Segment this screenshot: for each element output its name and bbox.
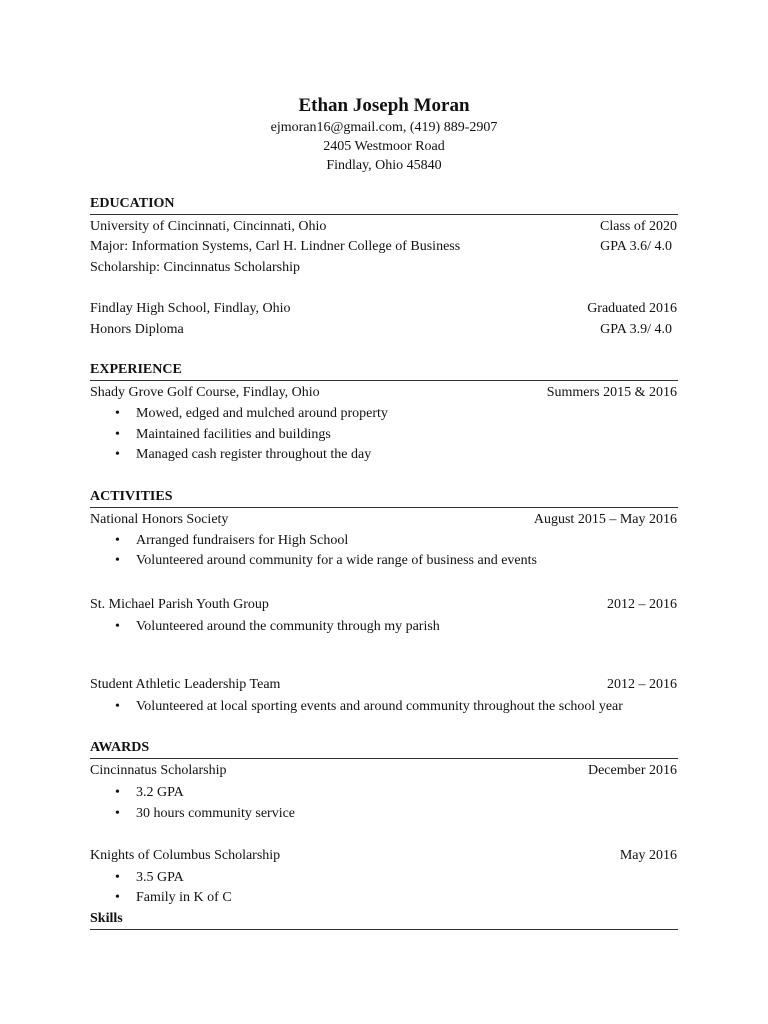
bullet-icon: •: [115, 870, 120, 885]
bullet-icon: •: [115, 427, 120, 442]
activities-divider: [90, 507, 678, 508]
award-bullet: 3.5 GPA: [136, 870, 184, 885]
bullet-icon: •: [115, 553, 120, 568]
bullet-icon: •: [115, 406, 120, 421]
bullet-icon: •: [115, 699, 120, 714]
experience-entry-date: Summers 2015 & 2016: [546, 385, 677, 400]
experience-divider: [90, 380, 678, 381]
experience-bullet: Managed cash register throughout the day: [136, 447, 372, 462]
skills-heading: Skills: [90, 911, 123, 926]
education-entry-1-line-2-left: Major: Information Systems, Carl H. Lindner College of Business: [90, 239, 461, 254]
education-entry-1-line-1-right: Class of 2020: [600, 219, 677, 234]
experience-bullet: Maintained facilities and buildings: [136, 427, 331, 442]
award-2-title: Knights of Columbus Scholarship: [90, 848, 281, 863]
award-bullet: Family in K of C: [136, 890, 232, 905]
experience-entry-title: Shady Grove Golf Course, Findlay, Ohio: [90, 385, 320, 400]
experience-bullet: Mowed, edged and mulched around property: [136, 406, 388, 421]
education-entry-1-line-3-left: Scholarship: Cincinnatus Scholarship: [90, 260, 300, 275]
bullet-icon: •: [115, 533, 120, 548]
education-entry-2-line-2-right: GPA 3.9/ 4.0: [600, 322, 672, 337]
award-1-title: Cincinnatus Scholarship: [90, 763, 227, 778]
activity-bullet: Volunteered at local sporting events and around community throughout the school year: [136, 699, 623, 714]
education-entry-2-line-1-right: Graduated 2016: [587, 301, 677, 316]
award-bullet: 30 hours community service: [136, 806, 296, 821]
activity-bullet: Arranged fundraisers for High School: [136, 533, 349, 548]
activity-1-title: National Honors Society: [90, 512, 229, 527]
skills-divider: [90, 929, 678, 930]
bullet-icon: •: [115, 806, 120, 821]
bullet-icon: •: [115, 619, 120, 634]
education-divider: [90, 214, 678, 215]
education-heading: EDUCATION: [90, 196, 175, 211]
activity-2-title: St. Michael Parish Youth Group: [90, 597, 269, 612]
education-entry-1-line-1-left: University of Cincinnati, Cincinnati, Ohio: [90, 219, 327, 234]
education-entry-2-line-1-left: Findlay High School, Findlay, Ohio: [90, 301, 291, 316]
awards-divider: [90, 758, 678, 759]
activity-1-date: August 2015 – May 2016: [533, 512, 677, 527]
bullet-icon: •: [115, 447, 120, 462]
awards-heading: AWARDS: [90, 740, 150, 755]
activity-3-title: Student Athletic Leadership Team: [90, 677, 281, 692]
street-address: 2405 Westmoor Road: [323, 139, 445, 154]
city-state-zip: Findlay, Ohio 45840: [326, 158, 442, 173]
activities-heading: ACTIVITIES: [90, 489, 173, 504]
contact-line: ejmoran16@gmail.com, (419) 889-2907: [270, 120, 498, 135]
award-bullet: 3.2 GPA: [136, 785, 184, 800]
activity-2-date: 2012 – 2016: [607, 597, 677, 612]
bullet-icon: •: [115, 890, 120, 905]
award-1-date: December 2016: [587, 763, 677, 778]
activity-bullet: Volunteered around community for a wide range of business and events: [136, 553, 537, 568]
education-entry-1-line-2-right: GPA 3.6/ 4.0: [600, 239, 672, 254]
experience-heading: EXPERIENCE: [90, 362, 182, 377]
activity-bullet: Volunteered around the community through my parish: [136, 619, 440, 634]
resume-name: Ethan Joseph Moran: [298, 95, 470, 116]
education-entry-2-line-2-left: Honors Diploma: [90, 322, 184, 337]
award-2-date: May 2016: [619, 848, 677, 863]
bullet-icon: •: [115, 785, 120, 800]
activity-3-date: 2012 – 2016: [607, 677, 677, 692]
